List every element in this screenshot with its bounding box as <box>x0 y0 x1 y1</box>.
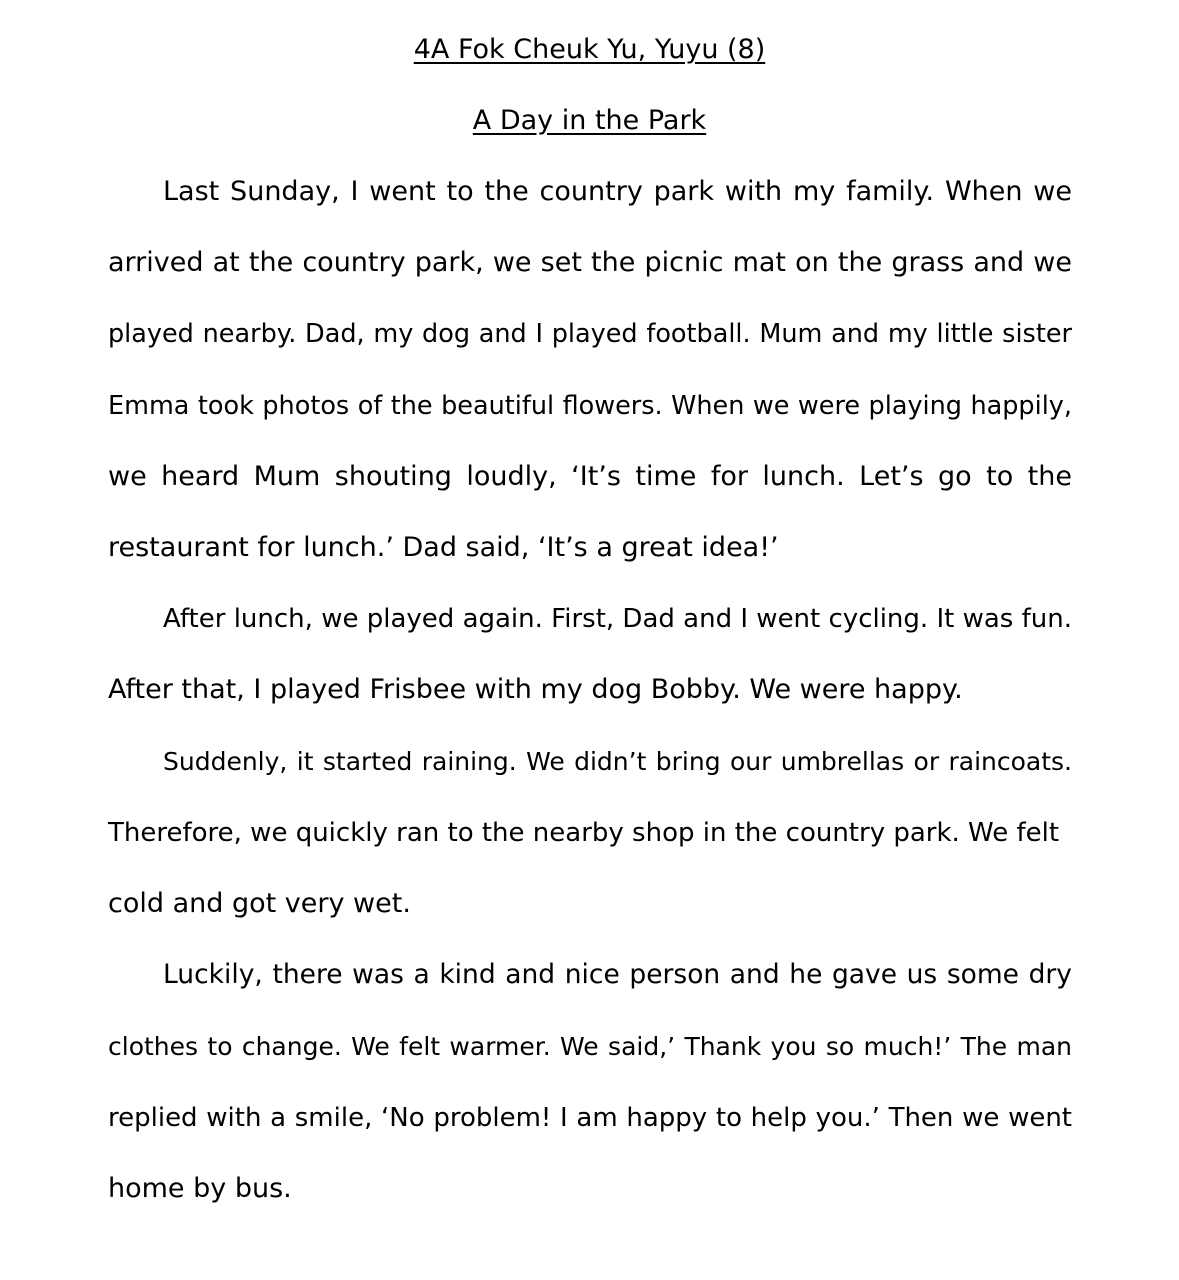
essay-line: home by bus. <box>108 1173 292 1204</box>
essay-line: restaurant for lunch.’ Dad said, ‘It’s a great idea!’ <box>108 532 779 563</box>
essay-line: Therefore, we quickly ran to the nearby shop in the country park. We felt <box>108 818 1060 848</box>
essay-line: Emma took photos of the beautiful flowers. When we were playing happily, <box>108 391 1072 421</box>
essay-title: A Day in the Park <box>472 105 707 136</box>
essay-line: Last Sunday, I went to the country park with my family. When we <box>163 176 1072 207</box>
essay-line: clothes to change. We felt warmer. We said,’ Thank you so much!’ The man <box>108 1032 1072 1061</box>
essay-line: Luckily, there was a kind and nice person and he gave us some dry <box>163 959 1072 990</box>
essay-line: Suddenly, it started raining. We didn’t bring our umbrellas or raincoats. <box>163 747 1072 776</box>
essay-line: arrived at the country park, we set the picnic mat on the grass and we <box>108 247 1072 278</box>
essay-line: After lunch, we played again. First, Dad and I went cycling. It was fun. <box>163 604 1072 634</box>
essay-line: After that, I played Frisbee with my dog Bobby. We were happy. <box>108 674 963 705</box>
essay-line: we heard Mum shouting loudly, ‘It’s time for lunch. Let’s go to the <box>108 461 1072 492</box>
essay-line: played nearby. Dad, my dog and I played football. Mum and my little sister <box>108 319 1072 349</box>
student-name-heading: 4A Fok Cheuk Yu, Yuyu (8) <box>413 34 766 65</box>
essay-line: cold and got very wet. <box>108 888 411 919</box>
essay-line: replied with a smile, ‘No problem! I am happy to help you.’ Then we went <box>108 1103 1072 1133</box>
